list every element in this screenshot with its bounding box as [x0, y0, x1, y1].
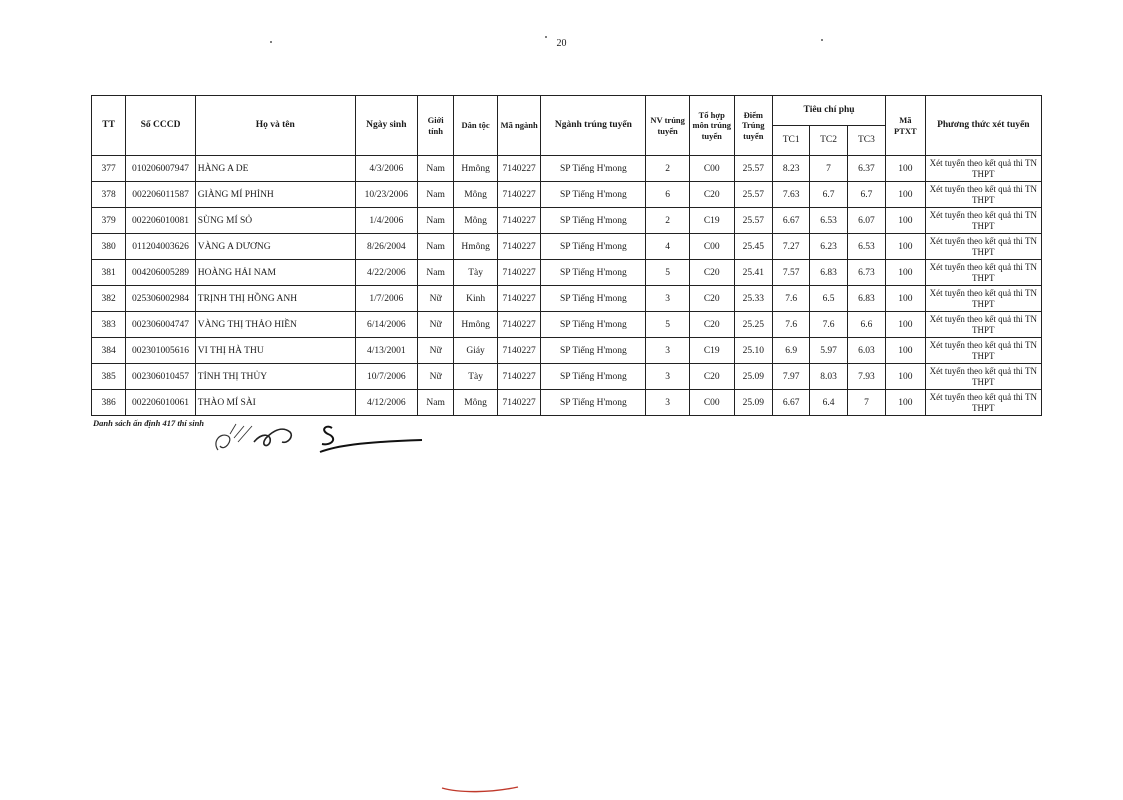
row-major-name: SP Tiếng H'mong: [541, 156, 646, 182]
row-major-name: SP Tiếng H'mong: [541, 260, 646, 286]
header-ptxt: Mã PTXT: [886, 96, 925, 156]
row-cccd: 002306010457: [126, 364, 196, 390]
row-tc2: 6.53: [810, 208, 847, 234]
row-tc3: 7.93: [847, 364, 885, 390]
row-combo: C20: [689, 312, 734, 338]
row-tc3: 6.6: [847, 312, 885, 338]
row-ptxt: 100: [886, 338, 925, 364]
row-dob: 10/7/2006: [355, 364, 417, 390]
row-nv: 3: [646, 364, 690, 390]
row-tc2: 6.7: [810, 182, 847, 208]
row-tt: 378: [92, 182, 126, 208]
header-major-name: Ngành trúng tuyển: [541, 96, 646, 156]
row-score: 25.25: [734, 312, 772, 338]
row-tc2: 5.97: [810, 338, 847, 364]
row-method: Xét tuyển theo kết quả thi TN THPT: [925, 234, 1041, 260]
row-name: VÀNG THỊ THẢO HIỀN: [195, 312, 355, 338]
row-major-name: SP Tiếng H'mong: [541, 234, 646, 260]
row-combo: C19: [689, 338, 734, 364]
row-tc2: 6.83: [810, 260, 847, 286]
row-gender: Nam: [417, 260, 453, 286]
row-method: Xét tuyển theo kết quả thi TN THPT: [925, 208, 1041, 234]
row-method: Xét tuyển theo kết quả thi TN THPT: [925, 390, 1041, 416]
row-combo: C20: [689, 364, 734, 390]
row-ptxt: 100: [886, 156, 925, 182]
row-nv: 3: [646, 338, 690, 364]
row-cccd: 002206010061: [126, 390, 196, 416]
row-ethnic: Tày: [454, 364, 498, 390]
row-tc1: 6.67: [772, 208, 809, 234]
scan-speck: [545, 36, 547, 38]
row-score: 25.41: [734, 260, 772, 286]
row-gender: Nữ: [417, 312, 453, 338]
row-method: Xét tuyển theo kết quả thi TN THPT: [925, 286, 1041, 312]
row-ethnic: Mông: [454, 390, 498, 416]
header-sub-criteria: Tiêu chí phụ: [772, 96, 885, 126]
row-ptxt: 100: [886, 208, 925, 234]
row-score: 25.57: [734, 208, 772, 234]
handwritten-signature: [210, 412, 425, 462]
row-tc2: 6.23: [810, 234, 847, 260]
header-score: Điểm Trúng tuyển: [734, 96, 772, 156]
row-cccd: 025306002984: [126, 286, 196, 312]
row-cccd: 004206005289: [126, 260, 196, 286]
row-score: 25.10: [734, 338, 772, 364]
row-dob: 10/23/2006: [355, 182, 417, 208]
row-major-code: 7140227: [497, 390, 541, 416]
row-major-code: 7140227: [497, 208, 541, 234]
row-method: Xét tuyển theo kết quả thi TN THPT: [925, 312, 1041, 338]
row-nv: 5: [646, 312, 690, 338]
row-tt: 384: [92, 338, 126, 364]
row-ptxt: 100: [886, 182, 925, 208]
row-combo: C00: [689, 156, 734, 182]
header-ethnic: Dân tộc: [454, 96, 498, 156]
header-major-code: Mã ngành: [497, 96, 541, 156]
row-cccd: 002301005616: [126, 338, 196, 364]
row-tt: 382: [92, 286, 126, 312]
row-tc3: 6.53: [847, 234, 885, 260]
table-row: [92, 286, 1042, 312]
row-method: Xét tuyển theo kết quả thi TN THPT: [925, 260, 1041, 286]
row-combo: C20: [689, 260, 734, 286]
header-combo: Tổ hợp môn trúng tuyển: [689, 96, 734, 156]
table-row: [92, 234, 1042, 260]
row-major-code: 7140227: [497, 182, 541, 208]
row-dob: 4/22/2006: [355, 260, 417, 286]
row-nv: 2: [646, 208, 690, 234]
header-cccd: Số CCCD: [126, 96, 196, 156]
row-combo: C20: [689, 286, 734, 312]
row-ptxt: 100: [886, 260, 925, 286]
row-tc2: 7: [810, 156, 847, 182]
row-tc1: 7.6: [772, 312, 809, 338]
table-row: [92, 208, 1042, 234]
table-row: [92, 182, 1042, 208]
row-dob: 1/4/2006: [355, 208, 417, 234]
row-nv: 5: [646, 260, 690, 286]
scan-speck: [821, 39, 823, 41]
row-nv: 6: [646, 182, 690, 208]
row-tt: 381: [92, 260, 126, 286]
row-tt: 385: [92, 364, 126, 390]
row-score: 25.45: [734, 234, 772, 260]
row-ethnic: Hmông: [454, 156, 498, 182]
table-row: [92, 364, 1042, 390]
row-tc1: 7.63: [772, 182, 809, 208]
row-combo: C19: [689, 208, 734, 234]
row-ptxt: 100: [886, 312, 925, 338]
row-tc3: 6.7: [847, 182, 885, 208]
row-major-name: SP Tiếng H'mong: [541, 286, 646, 312]
row-name: VI THỊ HÀ THU: [195, 338, 355, 364]
row-dob: 8/26/2004: [355, 234, 417, 260]
row-ethnic: Hmông: [454, 312, 498, 338]
row-score: 25.57: [734, 182, 772, 208]
row-name: HOÀNG HẢI NAM: [195, 260, 355, 286]
row-major-code: 7140227: [497, 312, 541, 338]
header-tt: TT: [92, 96, 126, 156]
row-tc2: 8.03: [810, 364, 847, 390]
row-major-code: 7140227: [497, 260, 541, 286]
header-method: Phương thức xét tuyển: [925, 96, 1041, 156]
row-ethnic: Mông: [454, 208, 498, 234]
row-tc3: 6.07: [847, 208, 885, 234]
row-dob: 4/13/2001: [355, 338, 417, 364]
header-tc2: TC2: [810, 126, 847, 156]
row-tt: 386: [92, 390, 126, 416]
header-name: Họ và tên: [195, 96, 355, 156]
row-name: SÙNG MÍ SỎ: [195, 208, 355, 234]
row-tc3: 7: [847, 390, 885, 416]
row-method: Xét tuyển theo kết quả thi TN THPT: [925, 338, 1041, 364]
row-tc2: 7.6: [810, 312, 847, 338]
row-ptxt: 100: [886, 364, 925, 390]
row-score: 25.09: [734, 364, 772, 390]
row-tt: 383: [92, 312, 126, 338]
row-method: Xét tuyển theo kết quả thi TN THPT: [925, 182, 1041, 208]
row-score: 25.33: [734, 286, 772, 312]
row-gender: Nam: [417, 234, 453, 260]
row-tc1: 7.97: [772, 364, 809, 390]
header-nv: NV trúng tuyển: [646, 96, 690, 156]
table-row: [92, 156, 1042, 182]
row-gender: Nam: [417, 390, 453, 416]
row-combo: C00: [689, 234, 734, 260]
row-gender: Nam: [417, 182, 453, 208]
row-tc1: 6.67: [772, 390, 809, 416]
row-nv: 3: [646, 286, 690, 312]
row-ptxt: 100: [886, 234, 925, 260]
row-name: TRỊNH THỊ HỒNG ANH: [195, 286, 355, 312]
row-name: HÀNG A DE: [195, 156, 355, 182]
row-name: VÀNG A DƯƠNG: [195, 234, 355, 260]
row-combo: C20: [689, 182, 734, 208]
row-tc2: 6.4: [810, 390, 847, 416]
page-number: 20: [556, 38, 567, 49]
row-major-code: 7140227: [497, 286, 541, 312]
row-tc1: 7.57: [772, 260, 809, 286]
row-tc1: 6.9: [772, 338, 809, 364]
row-gender: Nữ: [417, 364, 453, 390]
row-dob: 6/14/2006: [355, 312, 417, 338]
row-score: 25.57: [734, 156, 772, 182]
row-tt: 377: [92, 156, 126, 182]
row-cccd: 002206011587: [126, 182, 196, 208]
row-ptxt: 100: [886, 286, 925, 312]
row-ethnic: Giáy: [454, 338, 498, 364]
row-name: THÀO MÍ SÀI: [195, 390, 355, 416]
row-gender: Nam: [417, 208, 453, 234]
footer-note: Danh sách ấn định 417 thí sinh: [93, 418, 205, 428]
row-gender: Nam: [417, 156, 453, 182]
row-major-code: 7140227: [497, 364, 541, 390]
row-ptxt: 100: [886, 390, 925, 416]
row-cccd: 010206007947: [126, 156, 196, 182]
row-tc3: 6.73: [847, 260, 885, 286]
row-score: 25.09: [734, 390, 772, 416]
header-tc3: TC3: [847, 126, 885, 156]
row-tc3: 6.83: [847, 286, 885, 312]
row-tc3: 6.03: [847, 338, 885, 364]
row-tt: 379: [92, 208, 126, 234]
row-dob: 1/7/2006: [355, 286, 417, 312]
row-tc3: 6.37: [847, 156, 885, 182]
row-method: Xét tuyển theo kết quả thi TN THPT: [925, 364, 1041, 390]
table-row: [92, 260, 1042, 286]
table-row: [92, 338, 1042, 364]
row-name: TỈNH THỊ THỦY: [195, 364, 355, 390]
row-major-code: 7140227: [497, 156, 541, 182]
row-cccd: 002306004747: [126, 312, 196, 338]
row-major-code: 7140227: [497, 338, 541, 364]
row-tc1: 7.27: [772, 234, 809, 260]
row-cccd: 011204003626: [126, 234, 196, 260]
row-name: GIÀNG MÍ PHỈNH: [195, 182, 355, 208]
row-dob: 4/12/2006: [355, 390, 417, 416]
row-dob: 4/3/2006: [355, 156, 417, 182]
header-gender: Giới tính: [417, 96, 453, 156]
row-major-name: SP Tiếng H'mong: [541, 338, 646, 364]
row-gender: Nữ: [417, 286, 453, 312]
row-major-name: SP Tiếng H'mong: [541, 182, 646, 208]
row-tc1: 8.23: [772, 156, 809, 182]
admission-results-table: [91, 95, 1042, 416]
row-nv: 2: [646, 156, 690, 182]
row-major-name: SP Tiếng H'mong: [541, 312, 646, 338]
row-gender: Nữ: [417, 338, 453, 364]
row-ethnic: Hmông: [454, 234, 498, 260]
row-tc2: 6.5: [810, 286, 847, 312]
header-dob: Ngày sinh: [355, 96, 417, 156]
row-tt: 380: [92, 234, 126, 260]
scan-speck: [270, 41, 272, 43]
table-row: [92, 312, 1042, 338]
row-nv: 4: [646, 234, 690, 260]
row-major-name: SP Tiếng H'mong: [541, 364, 646, 390]
row-ethnic: Kinh: [454, 286, 498, 312]
row-major-name: SP Tiếng H'mong: [541, 208, 646, 234]
header-tc1: TC1: [772, 126, 809, 156]
row-ethnic: Mông: [454, 182, 498, 208]
row-method: Xét tuyển theo kết quả thi TN THPT: [925, 156, 1041, 182]
row-nv: 3: [646, 390, 690, 416]
stamp-mark: [440, 783, 520, 797]
row-cccd: 002206010081: [126, 208, 196, 234]
row-ethnic: Tày: [454, 260, 498, 286]
row-major-name: SP Tiếng H'mong: [541, 390, 646, 416]
row-major-code: 7140227: [497, 234, 541, 260]
row-tc1: 7.6: [772, 286, 809, 312]
row-combo: C00: [689, 390, 734, 416]
